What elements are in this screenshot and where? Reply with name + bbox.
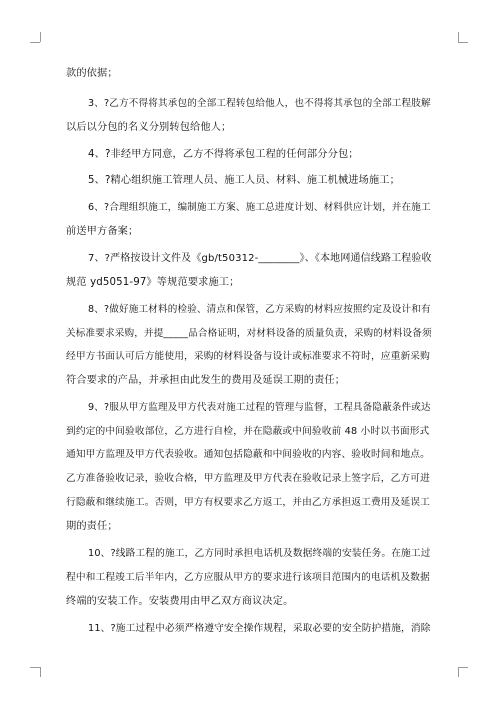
text-line: 通知甲方监理及甲方代表验收。通知包括隐蔽和中间验收的内容、验收时间和地点。 <box>66 449 430 460</box>
text-line: 5、?精心组织施工管理人员、施工人员、材料、施工机械进场施工； <box>88 175 400 186</box>
text-line: 经甲方书面认可后方能使用，采购的材料设备与设计或标准要求不符时，应重新采购 <box>66 351 430 362</box>
text-line: 6、?合理组织施工，编制施工方案、施工总进度计划、材料供应计划，并在施工 <box>88 202 431 213</box>
text-line: 符合要求的产品，并承担由此发生的费用及延误工期的责任； <box>66 375 346 386</box>
text-line: 4、?非经甲方同意，乙方不得将承包工程的任何部分分包； <box>88 149 359 160</box>
text-line: 10、?线路工程的施工，乙方同时承担电话机及数据终端的安装任务。在施工过 <box>88 548 431 559</box>
text-line: 7、?严格按设计文件及《gb/t50312-________》、《本地网通信线路工程验收 <box>88 253 432 264</box>
text-line: 8、?做好施工材料的检验、清点和保管，乙方采购的材料应按照约定及设计和有 <box>88 304 431 315</box>
text-line: 程中和工程竣工后半年内，乙方应服从甲方的要求进行该项目范围内的电话机及数据 <box>66 572 430 583</box>
text-line: 11、?施工过程中必须严格遵守安全操作规程，采取必要的安全防护措施，消除 <box>88 623 431 634</box>
text-line: 到约定的中间验收部位，乙方进行自检，并在隐蔽或中间验收前 48 小时以书面形式 <box>66 426 430 437</box>
text-line: 规范 yd5051-97》等规范要求施工； <box>66 277 240 288</box>
text-line: 款的依据； <box>66 68 118 79</box>
text-line: 期的责任； <box>66 521 118 532</box>
text-line: 乙方准备验收记录，验收合格，甲方监理及甲方代表在验收记录上签字后，乙方可进 <box>66 473 430 484</box>
text-line: 以后以分包的名义分别转包给他人； <box>66 122 232 133</box>
text-line: 3、?乙方不得将其承包的全部工程转包给他人，也不得将其承包的全部工程肢解 <box>88 98 431 109</box>
text-line: 关标准要求采购，并提_____品合格证明，对材料设备的质量负责，采购的材料设备须 <box>66 328 432 339</box>
text-line: 行隐蔽和继续施工。否则，甲方有权要求乙方返工，并由乙方承担返工费用及延误工 <box>66 497 430 508</box>
text-line: 9、?服从甲方监理及甲方代表对施工过程的管理与监督，工程具备隐蔽条件或达 <box>88 402 431 413</box>
text-line: 终端的安装工作。安装费用由甲乙双方商议决定。 <box>66 596 294 607</box>
text-line: 前送甲方备案； <box>66 226 139 237</box>
